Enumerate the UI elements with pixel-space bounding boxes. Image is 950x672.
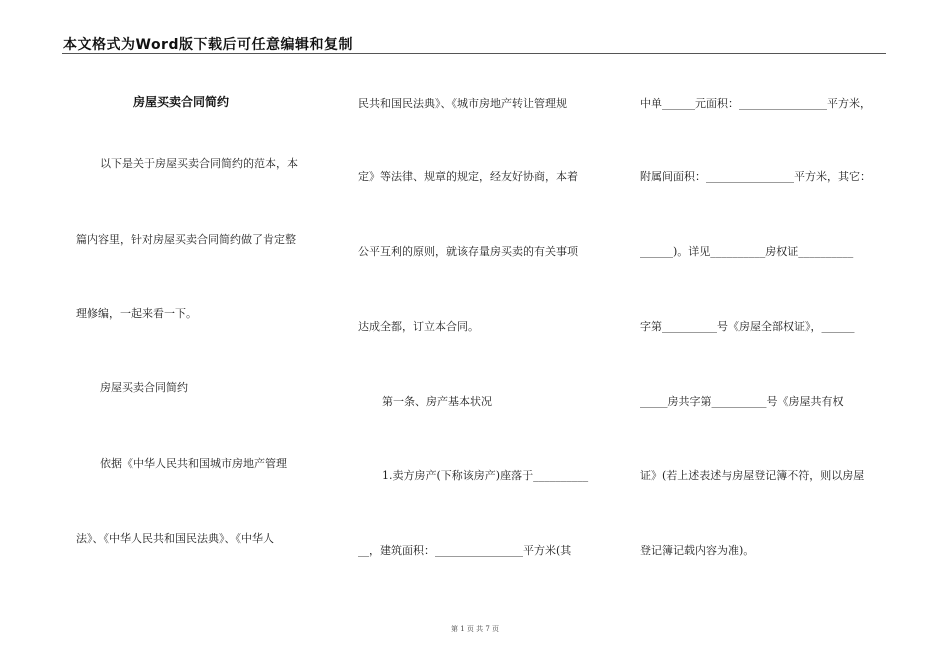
col1-line-6: 法》、《中华人民共和国民法典》、《中华人 [76, 532, 274, 545]
col2-line-4: 达成全都，订立本合同。 [358, 320, 479, 333]
col2-line-6: 1.卖方房产(下称该房产)座落于__________ [382, 469, 589, 482]
col3-line-2: 附属间面积：________________平方米，其它： [640, 170, 871, 183]
col2-line-7: __，建筑面积：________________平方米(其 [358, 544, 572, 557]
col3-line-7: 登记簿记载内容为准)。 [640, 544, 755, 557]
col3-line-3: ______)。详见__________房权证__________ [640, 245, 854, 258]
col3-line-5: _____房共字第__________号《房屋共有权 [640, 395, 844, 408]
col3-line-4: 字第__________号《房屋全部权证》，______ [640, 320, 855, 333]
document-header: 本文格式为Word版下载后可任意编辑和复制 [63, 37, 353, 53]
col2-section-heading: 第一条、房产基本状况 [382, 395, 492, 408]
col1-line-5: 依据《中华人民共和国城市房地产管理 [100, 457, 287, 470]
document-title: 房屋买卖合同简约 [133, 95, 230, 109]
col3-line-1: 中单______元面积：________________平方米， [640, 97, 871, 110]
header-divider [62, 53, 886, 54]
col1-line-1: 以下是关于房屋买卖合同简约的范本，本 [100, 157, 298, 170]
col3-line-6: 证》(若上述表述与房屋登记簿不符，则以房屋 [640, 469, 865, 482]
col1-subtitle: 房屋买卖合同简约 [100, 381, 188, 394]
col2-line-1: 民共和国民法典》、《城市房地产转让管理规 [358, 97, 567, 110]
col1-line-2: 篇内容里，针对房屋买卖合同简约做了肯定整 [76, 233, 296, 246]
col2-line-3: 公平互利的原则，就该存量房买卖的有关事项 [358, 245, 578, 258]
col1-line-3: 理修编，一起来看一下。 [76, 307, 197, 320]
page-number: 第 1 页 共 7 页 [450, 625, 500, 633]
col2-line-2: 定》等法律、规章的规定，经友好协商，本着 [358, 170, 578, 183]
